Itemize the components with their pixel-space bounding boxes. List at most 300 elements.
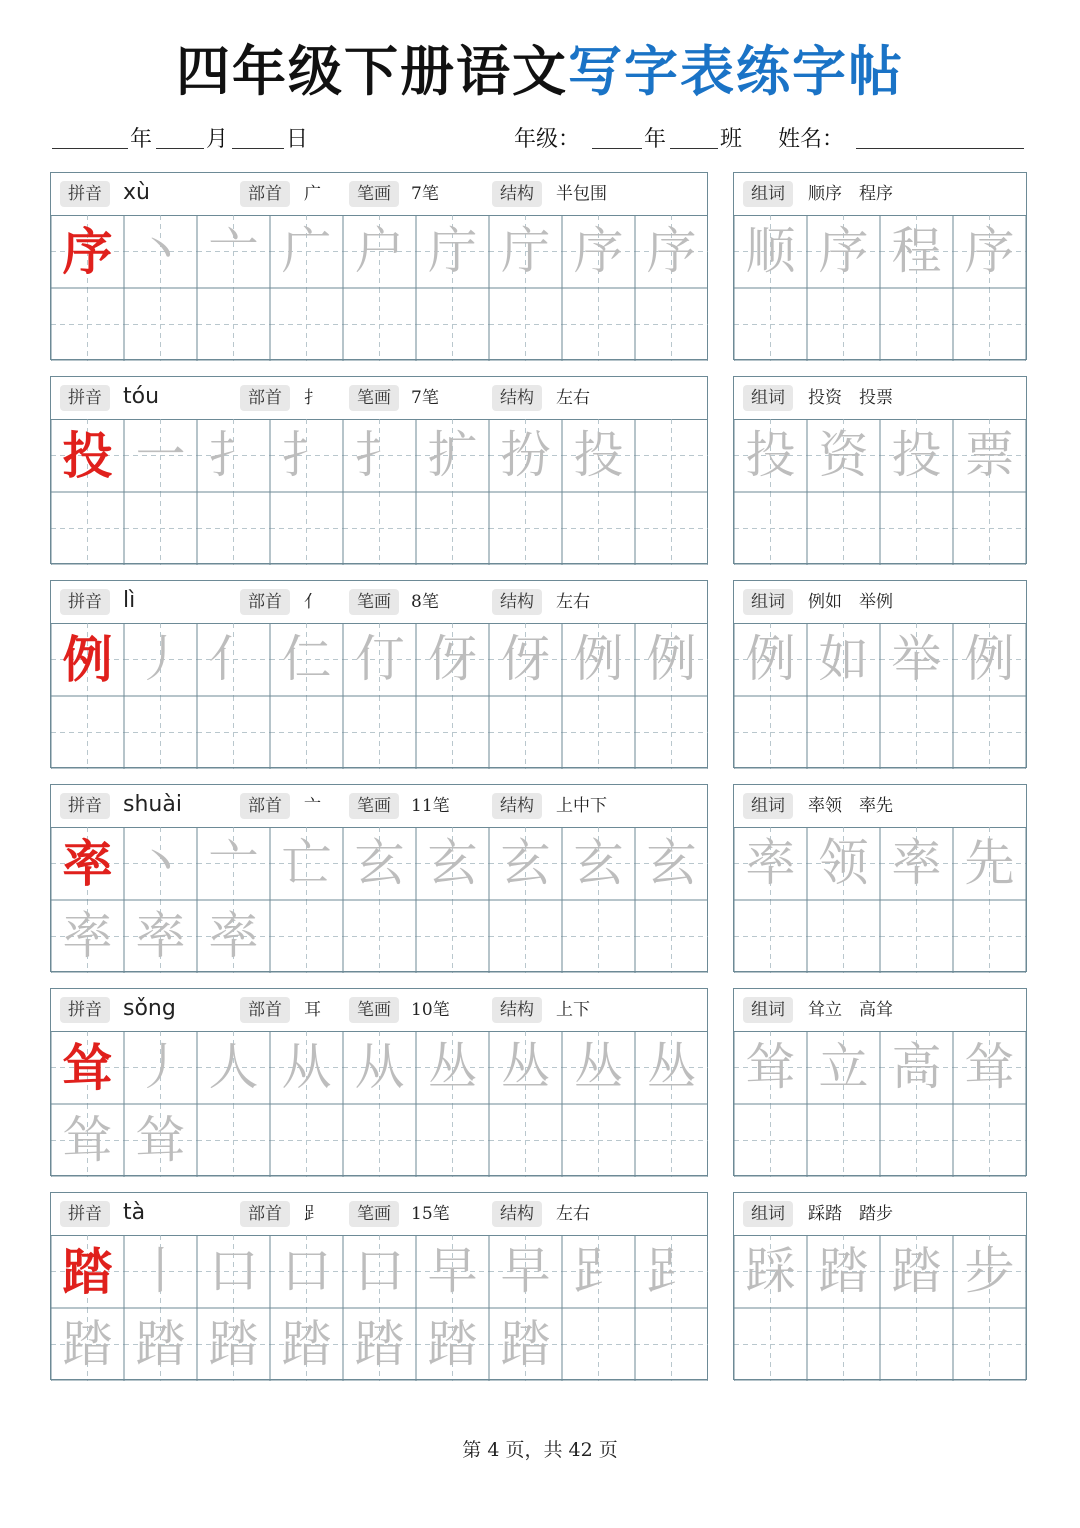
- stroke-cell[interactable]: [197, 288, 270, 361]
- word-cell[interactable]: [953, 288, 1026, 361]
- stroke-step-character: 踏: [135, 1315, 186, 1373]
- word-cell[interactable]: [734, 1104, 807, 1177]
- word-header: [734, 377, 1026, 420]
- stroke-cell[interactable]: [343, 827, 416, 900]
- stroke-step-character: 丨: [135, 1242, 186, 1300]
- class-blank[interactable]: [670, 148, 718, 149]
- word-header: [734, 989, 1026, 1032]
- stroke-cell[interactable]: [51, 1308, 124, 1381]
- radical-label: 部首: [240, 589, 290, 615]
- stroke-cell[interactable]: [489, 1235, 562, 1308]
- stroke-cell[interactable]: [489, 1031, 562, 1104]
- stroke-step-character: 𧾷: [573, 1242, 624, 1300]
- stroke-cell[interactable]: [562, 827, 635, 900]
- word-cell[interactable]: [807, 215, 880, 288]
- word-cell[interactable]: [953, 900, 1026, 973]
- word-character: 投: [745, 426, 796, 484]
- stroke-cell[interactable]: [416, 215, 489, 288]
- stroke-cell[interactable]: [416, 1104, 489, 1177]
- stroke-count-label: 笔画: [349, 1201, 399, 1227]
- radical-label: 部首: [240, 1201, 290, 1227]
- word-cell[interactable]: [807, 1235, 880, 1308]
- stroke-step-character: 丛: [427, 1038, 478, 1096]
- stroke-cell[interactable]: [124, 1104, 197, 1177]
- stroke-cell[interactable]: [416, 288, 489, 361]
- stroke-step-character: 踏: [281, 1315, 332, 1373]
- stroke-cell[interactable]: [489, 492, 562, 565]
- word-cell[interactable]: [807, 419, 880, 492]
- word-cell[interactable]: [880, 900, 953, 973]
- word-character: 耸: [964, 1038, 1015, 1096]
- stroke-step-character: 亡: [281, 834, 332, 892]
- stroke-cell[interactable]: [197, 900, 270, 973]
- word-character: 领: [818, 834, 869, 892]
- stroke-cell[interactable]: [124, 623, 197, 696]
- pinyin-value: tóu: [123, 384, 160, 409]
- pinyin-label: 拼音: [60, 385, 110, 411]
- word-cell[interactable]: [953, 1104, 1026, 1177]
- stroke-cell[interactable]: [270, 215, 343, 288]
- word-cell[interactable]: [734, 696, 807, 769]
- stroke-cell[interactable]: [270, 1031, 343, 1104]
- word-box: [733, 172, 1027, 360]
- day-blank[interactable]: [232, 148, 284, 149]
- stroke-cell[interactable]: [416, 1031, 489, 1104]
- word-label: 组词: [743, 181, 793, 207]
- stroke-step-character: 扩: [427, 426, 478, 484]
- stroke-step-character: 人: [208, 1038, 259, 1096]
- stroke-cell[interactable]: [124, 215, 197, 288]
- stroke-count-value: 15笔: [411, 1204, 450, 1224]
- stroke-step-character: 丛: [500, 1038, 551, 1096]
- title-part-2: 写字表练字帖: [568, 39, 904, 103]
- word-character: 序: [818, 222, 869, 280]
- stroke-cell[interactable]: [635, 900, 708, 973]
- stroke-cell[interactable]: [562, 1235, 635, 1308]
- stroke-cell[interactable]: [51, 215, 124, 288]
- stroke-cell[interactable]: [124, 696, 197, 769]
- word-cell[interactable]: [734, 1308, 807, 1381]
- structure-label: 结构: [492, 1201, 542, 1227]
- stroke-cell[interactable]: [270, 696, 343, 769]
- stroke-cell[interactable]: [270, 1235, 343, 1308]
- stroke-cell[interactable]: [343, 1308, 416, 1381]
- stroke-cell[interactable]: [51, 288, 124, 361]
- stroke-cell[interactable]: [562, 696, 635, 769]
- word-character: 例: [745, 630, 796, 688]
- stroke-step-character: 从: [354, 1038, 405, 1096]
- word-cell[interactable]: [734, 827, 807, 900]
- stroke-cell[interactable]: [197, 1031, 270, 1104]
- word-character: 立: [818, 1038, 869, 1096]
- stroke-cell[interactable]: [343, 492, 416, 565]
- stroke-step-character: 玄: [573, 834, 624, 892]
- stroke-cell[interactable]: [343, 215, 416, 288]
- stroke-step-character: 投: [573, 426, 624, 484]
- word-cell[interactable]: [880, 288, 953, 361]
- word-header: [734, 785, 1026, 828]
- stroke-cell[interactable]: [124, 492, 197, 565]
- stroke-step-character: 踏: [208, 1315, 259, 1373]
- word-label: 组词: [743, 385, 793, 411]
- stroke-cell[interactable]: [635, 696, 708, 769]
- stroke-step-character: 丿: [135, 630, 186, 688]
- stroke-cell[interactable]: [489, 419, 562, 492]
- word-cell[interactable]: [880, 696, 953, 769]
- stroke-cell[interactable]: [124, 419, 197, 492]
- stroke-step-character: 从: [281, 1038, 332, 1096]
- stroke-order-box: [50, 784, 708, 972]
- word-value: 投资 投票: [808, 388, 893, 408]
- stroke-order-header: [51, 1193, 707, 1236]
- pinyin-label: 拼音: [60, 793, 110, 819]
- stroke-step-character: 𧾷: [646, 1242, 697, 1300]
- stroke-cell[interactable]: [489, 1104, 562, 1177]
- year-blank[interactable]: [52, 148, 128, 149]
- stroke-count-label: 笔画: [349, 997, 399, 1023]
- stroke-cell[interactable]: [562, 215, 635, 288]
- structure-value: 左右: [556, 592, 590, 612]
- word-character: 票: [964, 426, 1015, 484]
- stroke-order-header: [51, 785, 707, 828]
- word-cell[interactable]: [734, 1235, 807, 1308]
- stroke-cell[interactable]: [635, 215, 708, 288]
- structure-value: 左右: [556, 1204, 590, 1224]
- stroke-cell[interactable]: [416, 492, 489, 565]
- word-cell[interactable]: [880, 1308, 953, 1381]
- stroke-cell[interactable]: [197, 696, 270, 769]
- stroke-step-character: 口: [354, 1242, 405, 1300]
- word-character: 举: [891, 630, 942, 688]
- stroke-cell[interactable]: [635, 419, 708, 492]
- word-header: [734, 1193, 1026, 1236]
- stroke-cell[interactable]: [51, 900, 124, 973]
- word-cell[interactable]: [734, 1031, 807, 1104]
- stroke-cell[interactable]: [197, 1104, 270, 1177]
- stroke-cell[interactable]: [635, 623, 708, 696]
- word-cell[interactable]: [880, 1235, 953, 1308]
- word-cell[interactable]: [807, 1031, 880, 1104]
- stroke-cell[interactable]: [124, 1235, 197, 1308]
- stroke-cell[interactable]: [270, 1104, 343, 1177]
- stroke-cell[interactable]: [270, 288, 343, 361]
- word-cell[interactable]: [880, 623, 953, 696]
- stroke-cell[interactable]: [51, 696, 124, 769]
- word-cell[interactable]: [807, 1104, 880, 1177]
- stroke-cell[interactable]: [270, 827, 343, 900]
- word-cell[interactable]: [734, 900, 807, 973]
- stroke-cell[interactable]: [343, 1235, 416, 1308]
- stroke-cell[interactable]: [197, 623, 270, 696]
- structure-label: 结构: [492, 997, 542, 1023]
- word-box: [733, 988, 1027, 1176]
- word-character: 率: [745, 834, 796, 892]
- radical-value: 广: [304, 184, 321, 204]
- word-cell[interactable]: [807, 696, 880, 769]
- word-cell[interactable]: [880, 1031, 953, 1104]
- stroke-cell[interactable]: [416, 1235, 489, 1308]
- stroke-step-character: 广: [281, 222, 332, 280]
- stroke-cell[interactable]: [270, 1308, 343, 1381]
- stroke-cell[interactable]: [270, 419, 343, 492]
- word-cell[interactable]: [734, 492, 807, 565]
- pinyin-value: xù: [123, 180, 150, 205]
- word-cell[interactable]: [807, 1308, 880, 1381]
- word-cell[interactable]: [807, 900, 880, 973]
- stroke-cell[interactable]: [635, 1031, 708, 1104]
- stroke-count-value: 7笔: [411, 184, 439, 204]
- word-box: [733, 1192, 1027, 1380]
- stroke-cell[interactable]: [343, 696, 416, 769]
- name-blank[interactable]: [856, 148, 1024, 149]
- word-value: 踩踏 踏步: [808, 1204, 893, 1224]
- stroke-step-character: 丛: [646, 1038, 697, 1096]
- word-cell[interactable]: [953, 419, 1026, 492]
- month-label: 月: [206, 127, 229, 152]
- stroke-cell[interactable]: [489, 288, 562, 361]
- stroke-cell[interactable]: [51, 492, 124, 565]
- structure-value: 左右: [556, 388, 590, 408]
- class-label: 班: [720, 127, 743, 152]
- stroke-cell[interactable]: [416, 419, 489, 492]
- stroke-step-character: 例: [573, 630, 624, 688]
- stroke-order-box: [50, 1192, 708, 1380]
- stroke-cell[interactable]: [124, 1031, 197, 1104]
- word-character: 如: [818, 630, 869, 688]
- stroke-cell[interactable]: [562, 419, 635, 492]
- word-cell[interactable]: [807, 492, 880, 565]
- stroke-step-character: 玄: [500, 834, 551, 892]
- stroke-cell[interactable]: [124, 900, 197, 973]
- pinyin-label: 拼音: [60, 181, 110, 207]
- structure-label: 结构: [492, 793, 542, 819]
- stroke-cell[interactable]: [197, 215, 270, 288]
- stroke-cell[interactable]: [416, 900, 489, 973]
- stroke-cell[interactable]: [124, 1308, 197, 1381]
- page-title: [0, 38, 1080, 104]
- stroke-step-character: 率: [208, 907, 259, 965]
- pinyin-label: 拼音: [60, 589, 110, 615]
- stroke-step-character: 丶: [135, 834, 186, 892]
- main-character: 例: [62, 630, 113, 689]
- stroke-cell[interactable]: [197, 492, 270, 565]
- word-cell[interactable]: [880, 1104, 953, 1177]
- word-cell[interactable]: [807, 288, 880, 361]
- stroke-cell[interactable]: [562, 623, 635, 696]
- stroke-cell[interactable]: [51, 419, 124, 492]
- word-box: [733, 376, 1027, 564]
- stroke-step-character: 丶: [135, 222, 186, 280]
- stroke-cell[interactable]: [562, 1031, 635, 1104]
- stroke-count-value: 11笔: [411, 796, 450, 816]
- stroke-cell[interactable]: [270, 623, 343, 696]
- word-cell[interactable]: [734, 623, 807, 696]
- grade-blank[interactable]: [592, 148, 642, 149]
- stroke-cell[interactable]: [197, 1308, 270, 1381]
- word-cell[interactable]: [734, 215, 807, 288]
- stroke-cell[interactable]: [51, 1235, 124, 1308]
- stroke-step-character: 亠: [208, 222, 259, 280]
- month-blank[interactable]: [156, 148, 204, 149]
- stroke-cell[interactable]: [416, 696, 489, 769]
- stroke-cell[interactable]: [489, 900, 562, 973]
- word-cell[interactable]: [880, 492, 953, 565]
- stroke-cell[interactable]: [197, 1235, 270, 1308]
- year-label: 年: [130, 127, 153, 152]
- stroke-cell[interactable]: [635, 1308, 708, 1381]
- pinyin-label: 拼音: [60, 997, 110, 1023]
- word-cell[interactable]: [807, 827, 880, 900]
- structure-value: 上下: [556, 1000, 590, 1020]
- stroke-cell[interactable]: [562, 492, 635, 565]
- stroke-cell[interactable]: [343, 419, 416, 492]
- stroke-step-character: 亻: [208, 630, 259, 688]
- word-character: 资: [818, 426, 869, 484]
- stroke-step-character: 户: [354, 222, 405, 280]
- stroke-cell[interactable]: [270, 492, 343, 565]
- stroke-step-character: 玄: [427, 834, 478, 892]
- stroke-cell[interactable]: [197, 827, 270, 900]
- word-cell[interactable]: [953, 696, 1026, 769]
- stroke-cell[interactable]: [416, 1308, 489, 1381]
- stroke-cell[interactable]: [197, 419, 270, 492]
- word-cell[interactable]: [880, 215, 953, 288]
- stroke-step-character: 踏: [354, 1315, 405, 1373]
- word-character: 先: [964, 834, 1015, 892]
- radical-value: 耳: [304, 1000, 321, 1020]
- word-cell[interactable]: [953, 827, 1026, 900]
- stroke-cell[interactable]: [635, 492, 708, 565]
- stroke-order-header: [51, 989, 707, 1032]
- stroke-step-character: 扌: [208, 426, 259, 484]
- stroke-step-character: 庁: [500, 222, 551, 280]
- stroke-cell[interactable]: [489, 215, 562, 288]
- word-value: 例如 举例: [808, 592, 893, 612]
- stroke-step-character: 丿: [135, 1038, 186, 1096]
- stroke-cell[interactable]: [489, 1308, 562, 1381]
- word-character: 耸: [745, 1038, 796, 1096]
- title-part-1: 四年级下册语文: [176, 39, 568, 103]
- word-character: 顺: [745, 222, 796, 280]
- main-character: 投: [62, 426, 113, 485]
- pinyin-label: 拼音: [60, 1201, 110, 1227]
- word-cell[interactable]: [880, 419, 953, 492]
- stroke-cell[interactable]: [51, 1104, 124, 1177]
- radical-label: 部首: [240, 181, 290, 207]
- stroke-step-character: 早: [427, 1242, 478, 1300]
- day-label: 日: [286, 127, 309, 152]
- stroke-cell[interactable]: [343, 288, 416, 361]
- stroke-order-box: [50, 988, 708, 1176]
- stroke-cell[interactable]: [489, 623, 562, 696]
- stroke-step-character: 仁: [281, 630, 332, 688]
- main-character: 率: [62, 834, 113, 893]
- radical-value: 扌: [304, 388, 321, 408]
- stroke-cell[interactable]: [51, 1031, 124, 1104]
- stroke-cell[interactable]: [51, 827, 124, 900]
- stroke-step-character: 踏: [427, 1315, 478, 1373]
- stroke-order-box: [50, 580, 708, 768]
- stroke-count-label: 笔画: [349, 793, 399, 819]
- stroke-cell[interactable]: [124, 827, 197, 900]
- stroke-cell[interactable]: [635, 827, 708, 900]
- stroke-cell[interactable]: [562, 1308, 635, 1381]
- word-character: 率: [891, 834, 942, 892]
- word-header: [734, 173, 1026, 216]
- stroke-cell[interactable]: [635, 288, 708, 361]
- stroke-count-value: 10笔: [411, 1000, 450, 1020]
- pinyin-value: lì: [123, 588, 136, 613]
- word-character: 高: [891, 1038, 942, 1096]
- stroke-step-character: 例: [646, 630, 697, 688]
- grade-nian-label: 年: [644, 127, 667, 152]
- stroke-cell[interactable]: [562, 288, 635, 361]
- radical-value: 亻: [304, 592, 321, 612]
- stroke-step-character: 踏: [62, 1315, 113, 1373]
- structure-value: 半包围: [556, 184, 607, 204]
- word-character: 序: [964, 222, 1015, 280]
- word-cell[interactable]: [953, 623, 1026, 696]
- word-box: [733, 580, 1027, 768]
- word-cell[interactable]: [807, 623, 880, 696]
- stroke-count-label: 笔画: [349, 181, 399, 207]
- stroke-cell[interactable]: [124, 288, 197, 361]
- word-cell[interactable]: [953, 215, 1026, 288]
- word-value: 顺序 程序: [808, 184, 893, 204]
- stroke-step-character: 亠: [208, 834, 259, 892]
- stroke-order-box: [50, 172, 708, 360]
- word-character: 踏: [818, 1242, 869, 1300]
- word-cell[interactable]: [953, 1308, 1026, 1381]
- stroke-cell[interactable]: [635, 1235, 708, 1308]
- stroke-step-character: 率: [62, 907, 113, 965]
- stroke-step-character: 早: [500, 1242, 551, 1300]
- stroke-step-character: 玄: [646, 834, 697, 892]
- stroke-cell[interactable]: [562, 1104, 635, 1177]
- stroke-cell[interactable]: [343, 1031, 416, 1104]
- word-cell[interactable]: [734, 419, 807, 492]
- word-cell[interactable]: [953, 492, 1026, 565]
- stroke-order-header: [51, 173, 707, 216]
- stroke-cell[interactable]: [343, 1104, 416, 1177]
- stroke-step-character: 扌: [354, 426, 405, 484]
- stroke-step-character: 序: [646, 222, 697, 280]
- word-label: 组词: [743, 589, 793, 615]
- stroke-cell[interactable]: [51, 623, 124, 696]
- radical-value: 亠: [304, 796, 321, 816]
- stroke-cell[interactable]: [562, 900, 635, 973]
- stroke-cell[interactable]: [416, 623, 489, 696]
- stroke-cell[interactable]: [343, 623, 416, 696]
- stroke-cell[interactable]: [343, 900, 416, 973]
- word-cell[interactable]: [880, 827, 953, 900]
- word-cell[interactable]: [953, 1235, 1026, 1308]
- word-label: 组词: [743, 793, 793, 819]
- stroke-cell[interactable]: [635, 1104, 708, 1177]
- radical-label: 部首: [240, 793, 290, 819]
- stroke-cell[interactable]: [416, 827, 489, 900]
- stroke-step-character: 序: [573, 222, 624, 280]
- stroke-count-value: 7笔: [411, 388, 439, 408]
- pinyin-value: tà: [123, 1200, 146, 1225]
- stroke-cell[interactable]: [270, 900, 343, 973]
- main-character: 踏: [62, 1242, 113, 1301]
- word-cell[interactable]: [734, 288, 807, 361]
- stroke-cell[interactable]: [489, 696, 562, 769]
- stroke-step-character: 耸: [62, 1111, 113, 1169]
- stroke-cell[interactable]: [489, 827, 562, 900]
- word-cell[interactable]: [953, 1031, 1026, 1104]
